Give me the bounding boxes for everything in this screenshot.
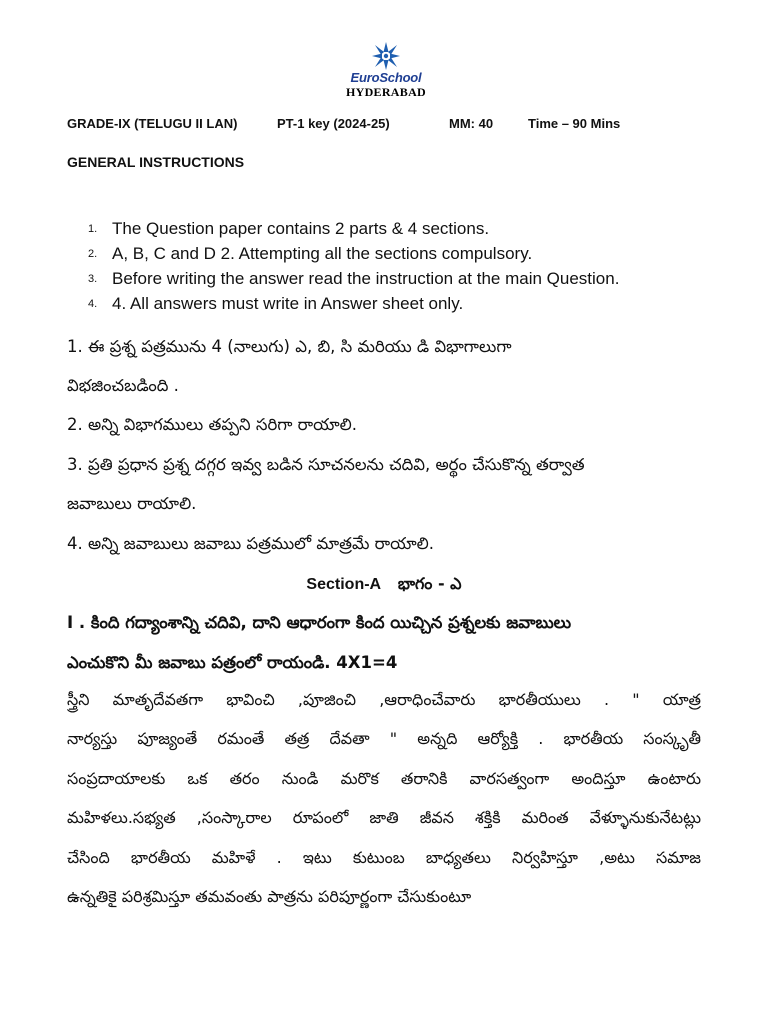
exam-label: PT-1 key (2024-25): [277, 116, 390, 131]
passage-line: చేసింది భారతీయ మహిళే . ఇటు కుటుంబ బాధ్యతలు నిర్వహిస్తూ ,అటు సమాజ: [67, 848, 701, 867]
question-heading: I . కింది గద్యాంశాన్ని చదివి, దాని ఆధారంగా కింద యిచ్చిన ప్రశ్నలకు జవాబులు: [67, 613, 572, 632]
section-label: Section-A: [306, 576, 382, 593]
star-burst-logo-icon: [369, 42, 403, 70]
instruction-number: 3.: [88, 273, 98, 286]
passage-line: సంప్రదాయాలకు ఒక తరం నుండి మరొక తరానికి వారసత్వంగా అందిస్తూ ఉంటారు: [67, 769, 701, 788]
telugu-instruction-line: 4. అన్ని జవాబులు జవాబు పత్రములో మాత్రమే రాయాలి.: [67, 534, 434, 553]
instruction-text: The Question paper contains 2 parts & 4 sections.: [112, 219, 490, 238]
school-name: EuroSchool: [350, 70, 422, 85]
instructions-title: GENERAL INSTRUCTIONS: [67, 154, 245, 170]
passage-line: ఉన్నతికై పరిశ్రమిస్తూ తమవంతు పాత్రను పరిపూర్ణంగా చేసుకుంటూ: [67, 887, 472, 906]
passage-line: నార్యస్తు పూజ్యంతే రమంతే తత్ర దేవతా " అన్నది ఆర్యోక్తి . భారతీయ సంస్కృతీ: [67, 729, 701, 748]
telugu-instruction-line: విభజించబడింది .: [67, 376, 179, 395]
instruction-number: 1.: [88, 223, 98, 236]
instruction-item: [88, 216, 619, 241]
exam-time: Time – 90 Mins: [528, 116, 621, 131]
passage-line: మహిళలు.సభ్యత ,సంస్కారాల రూపంలో జాతి జీవన శక్తికి మరింత వేళ్ళూనుకునేటట్లు: [67, 808, 701, 827]
passage-line: స్త్రీని మాతృదేవతగా భావించి ,పూజించి ,ఆరాధించేవారు భారతీయులు . " యాత్ర: [67, 690, 701, 709]
instruction-text: Before writing the answer read the instruction at the main Question.: [112, 269, 620, 288]
section-telugu: భాగం - ఎ: [397, 574, 462, 593]
section-heading: [0, 574, 768, 597]
grade-label: GRADE-IX (TELUGU II LAN): [67, 116, 238, 131]
instruction-number: 4.: [88, 298, 98, 311]
max-marks: MM: 40: [449, 116, 494, 131]
instruction-text: A, B, C and D 2. Attempting all the sections compulsory.: [112, 244, 533, 263]
instruction-number: 2.: [88, 248, 98, 261]
instruction-item: [88, 291, 619, 316]
instruction-item: [88, 266, 619, 291]
school-city: HYDERABAD: [345, 85, 427, 99]
question-heading: ఎంచుకొని మీ జవాబు పత్రంలో రాయండి. 4X1=4: [67, 653, 398, 672]
telugu-instruction-line: 3. ప్రతి ప్రధాన ప్రశ్న దగ్గర ఇవ్వ బడిన సూచనలను చదివి, అర్థం చేసుకొన్న తర్వాత: [67, 455, 585, 474]
telugu-instruction-line: 1. ఈ ప్రశ్న పత్రమును 4 (నాలుగు) ఎ, బి, సి మరియు డి విభాగాలుగా: [67, 337, 512, 356]
english-instructions: [88, 216, 619, 316]
instruction-text: 4. All answers must write in Answer sheet only.: [112, 294, 464, 313]
school-logo: [336, 42, 436, 99]
telugu-instruction-line: 2. అన్ని విభాగములు తప్పని సరిగా రాయాలి.: [67, 415, 357, 434]
instruction-item: [88, 241, 619, 266]
telugu-instruction-line: జవాబులు రాయాలి.: [67, 494, 197, 513]
